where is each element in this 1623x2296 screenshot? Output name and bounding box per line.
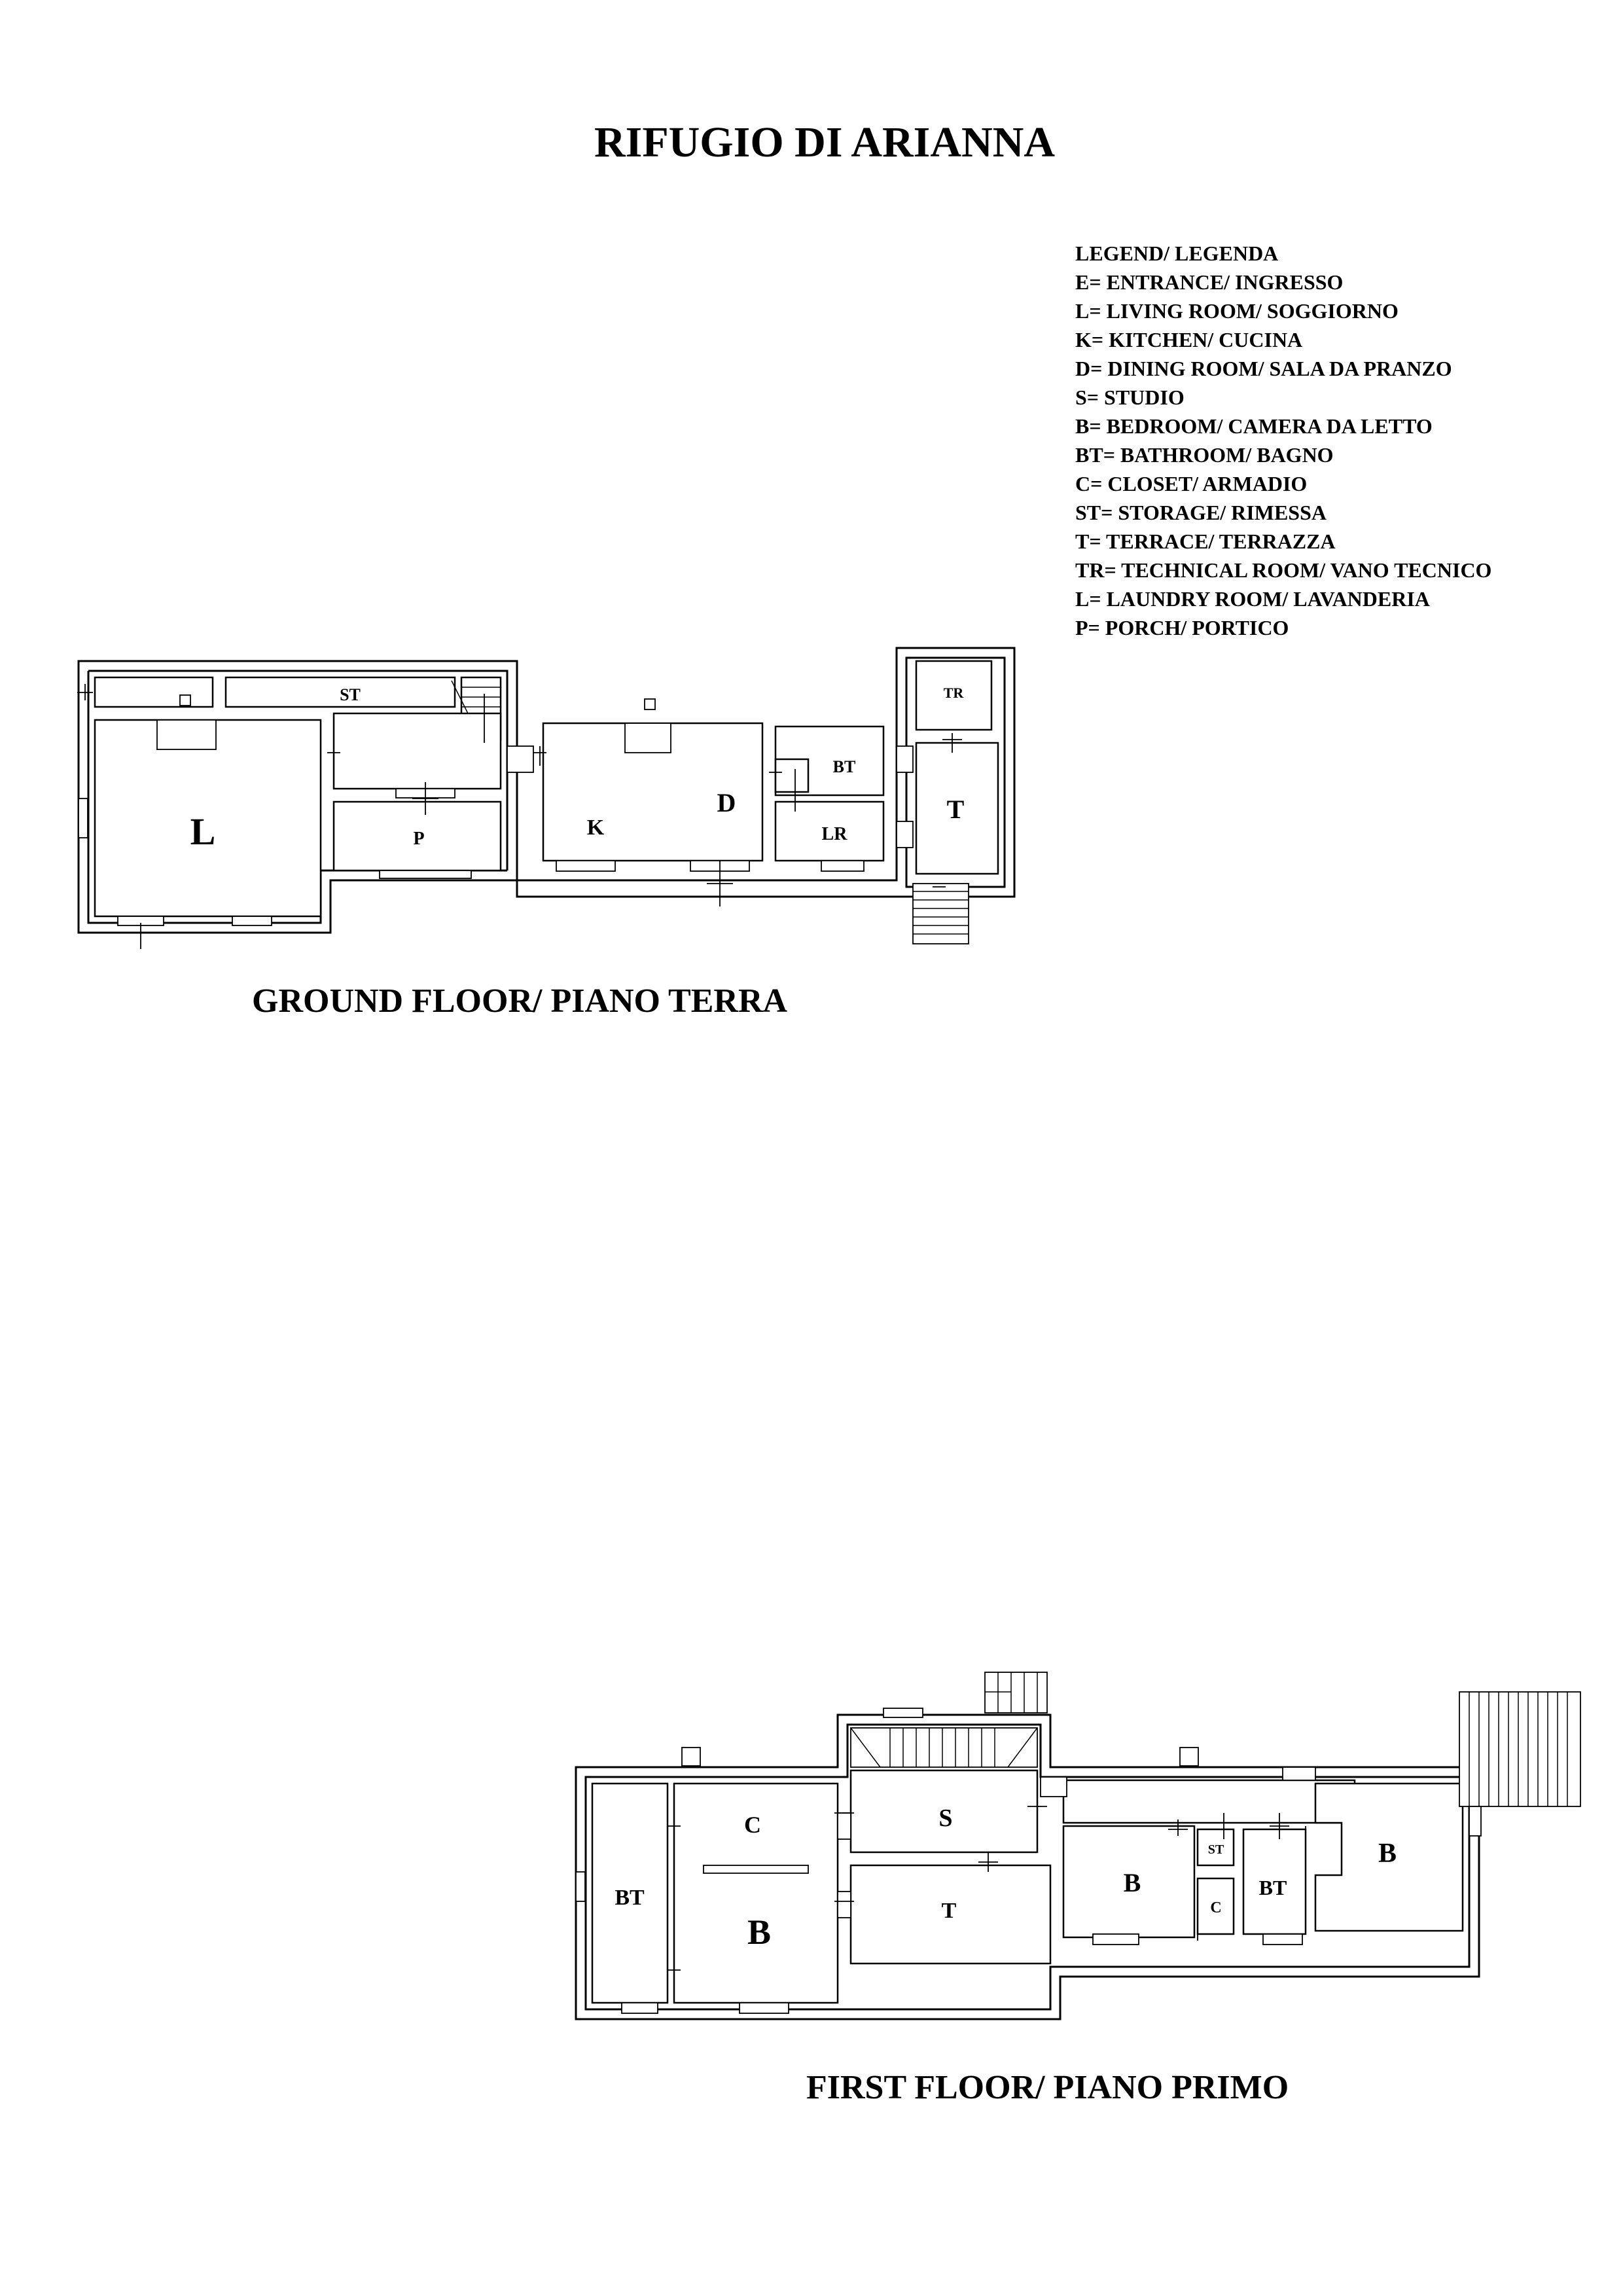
closet-small-label: C xyxy=(1210,1899,1222,1916)
terrace-label: T xyxy=(946,795,965,824)
legend-item: P= PORCH/ PORTICO xyxy=(1075,616,1289,639)
bedroom-mid-label: B xyxy=(1123,1868,1141,1897)
bathroom-label: BT xyxy=(832,757,856,776)
technical-room-label: TR xyxy=(943,685,964,701)
studio-label: S xyxy=(938,1804,953,1832)
bathroom-left-label: BT xyxy=(615,1886,645,1910)
legend-item: T= TERRACE/ TERRAZZA xyxy=(1075,529,1336,553)
legend-item: ST= STORAGE/ RIMESSA xyxy=(1075,501,1327,524)
legend-item: BT= BATHROOM/ BAGNO xyxy=(1075,443,1334,467)
corridor xyxy=(1063,1780,1355,1823)
window xyxy=(1041,1777,1067,1797)
window xyxy=(838,1813,851,1839)
legend-item: S= STUDIO xyxy=(1075,386,1185,409)
storage-label: ST xyxy=(340,685,361,704)
ground-floor-title: GROUND FLOOR/ PIANO TERRA xyxy=(252,982,788,1020)
chimney-small xyxy=(1180,1748,1198,1766)
first-floor-title: FIRST FLOOR/ PIANO PRIMO xyxy=(806,2069,1289,2106)
kitchen-label: K xyxy=(586,816,605,840)
window xyxy=(1093,1934,1139,1945)
porch-label: P xyxy=(413,829,425,849)
legend-item: TR= TECHNICAL ROOM/ VANO TECNICO xyxy=(1075,558,1492,582)
window xyxy=(576,1872,585,1901)
bathroom-mid-label: BT xyxy=(1258,1876,1287,1899)
terrace-label: T xyxy=(941,1899,957,1923)
window xyxy=(1283,1767,1315,1780)
closet-divider xyxy=(704,1865,808,1873)
legend-item: K= KITCHEN/ CUCINA xyxy=(1075,328,1303,351)
window xyxy=(740,2003,789,2013)
internal-stairs xyxy=(851,1728,1037,1767)
laundry-label: LR xyxy=(821,824,847,844)
legend-item: D= DINING ROOM/ SALA DA PRANZO xyxy=(1075,357,1452,380)
chimney-small xyxy=(682,1748,700,1766)
page-title: RIFUGIO DI ARIANNA xyxy=(594,118,1056,166)
legend-item: C= CLOSET/ ARMADIO xyxy=(1075,472,1308,495)
dining-label: D xyxy=(717,788,736,817)
living-room-label: L xyxy=(190,810,216,853)
window xyxy=(838,1892,851,1918)
legend-item: L= LAUNDRY ROOM/ LAVANDERIA xyxy=(1075,587,1430,611)
legend-item: L= LIVING ROOM/ SOGGIORNO xyxy=(1075,299,1399,323)
window xyxy=(622,2003,658,2013)
legend-item: B= BEDROOM/ CAMERA DA LETTO xyxy=(1075,414,1433,438)
bedroom-right-label: B xyxy=(1378,1839,1397,1869)
legend-heading: LEGEND/ LEGENDA xyxy=(1075,242,1279,265)
storage-small-label: ST xyxy=(1207,1842,1224,1857)
window xyxy=(1469,1806,1481,1836)
window xyxy=(883,1708,923,1717)
window xyxy=(1263,1934,1302,1945)
legend-item: E= ENTRANCE/ INGRESSO xyxy=(1075,270,1344,294)
balcony-deck xyxy=(1459,1692,1580,1806)
bedroom-left-label: B xyxy=(747,1912,772,1952)
closet-left-label: C xyxy=(744,1812,761,1838)
